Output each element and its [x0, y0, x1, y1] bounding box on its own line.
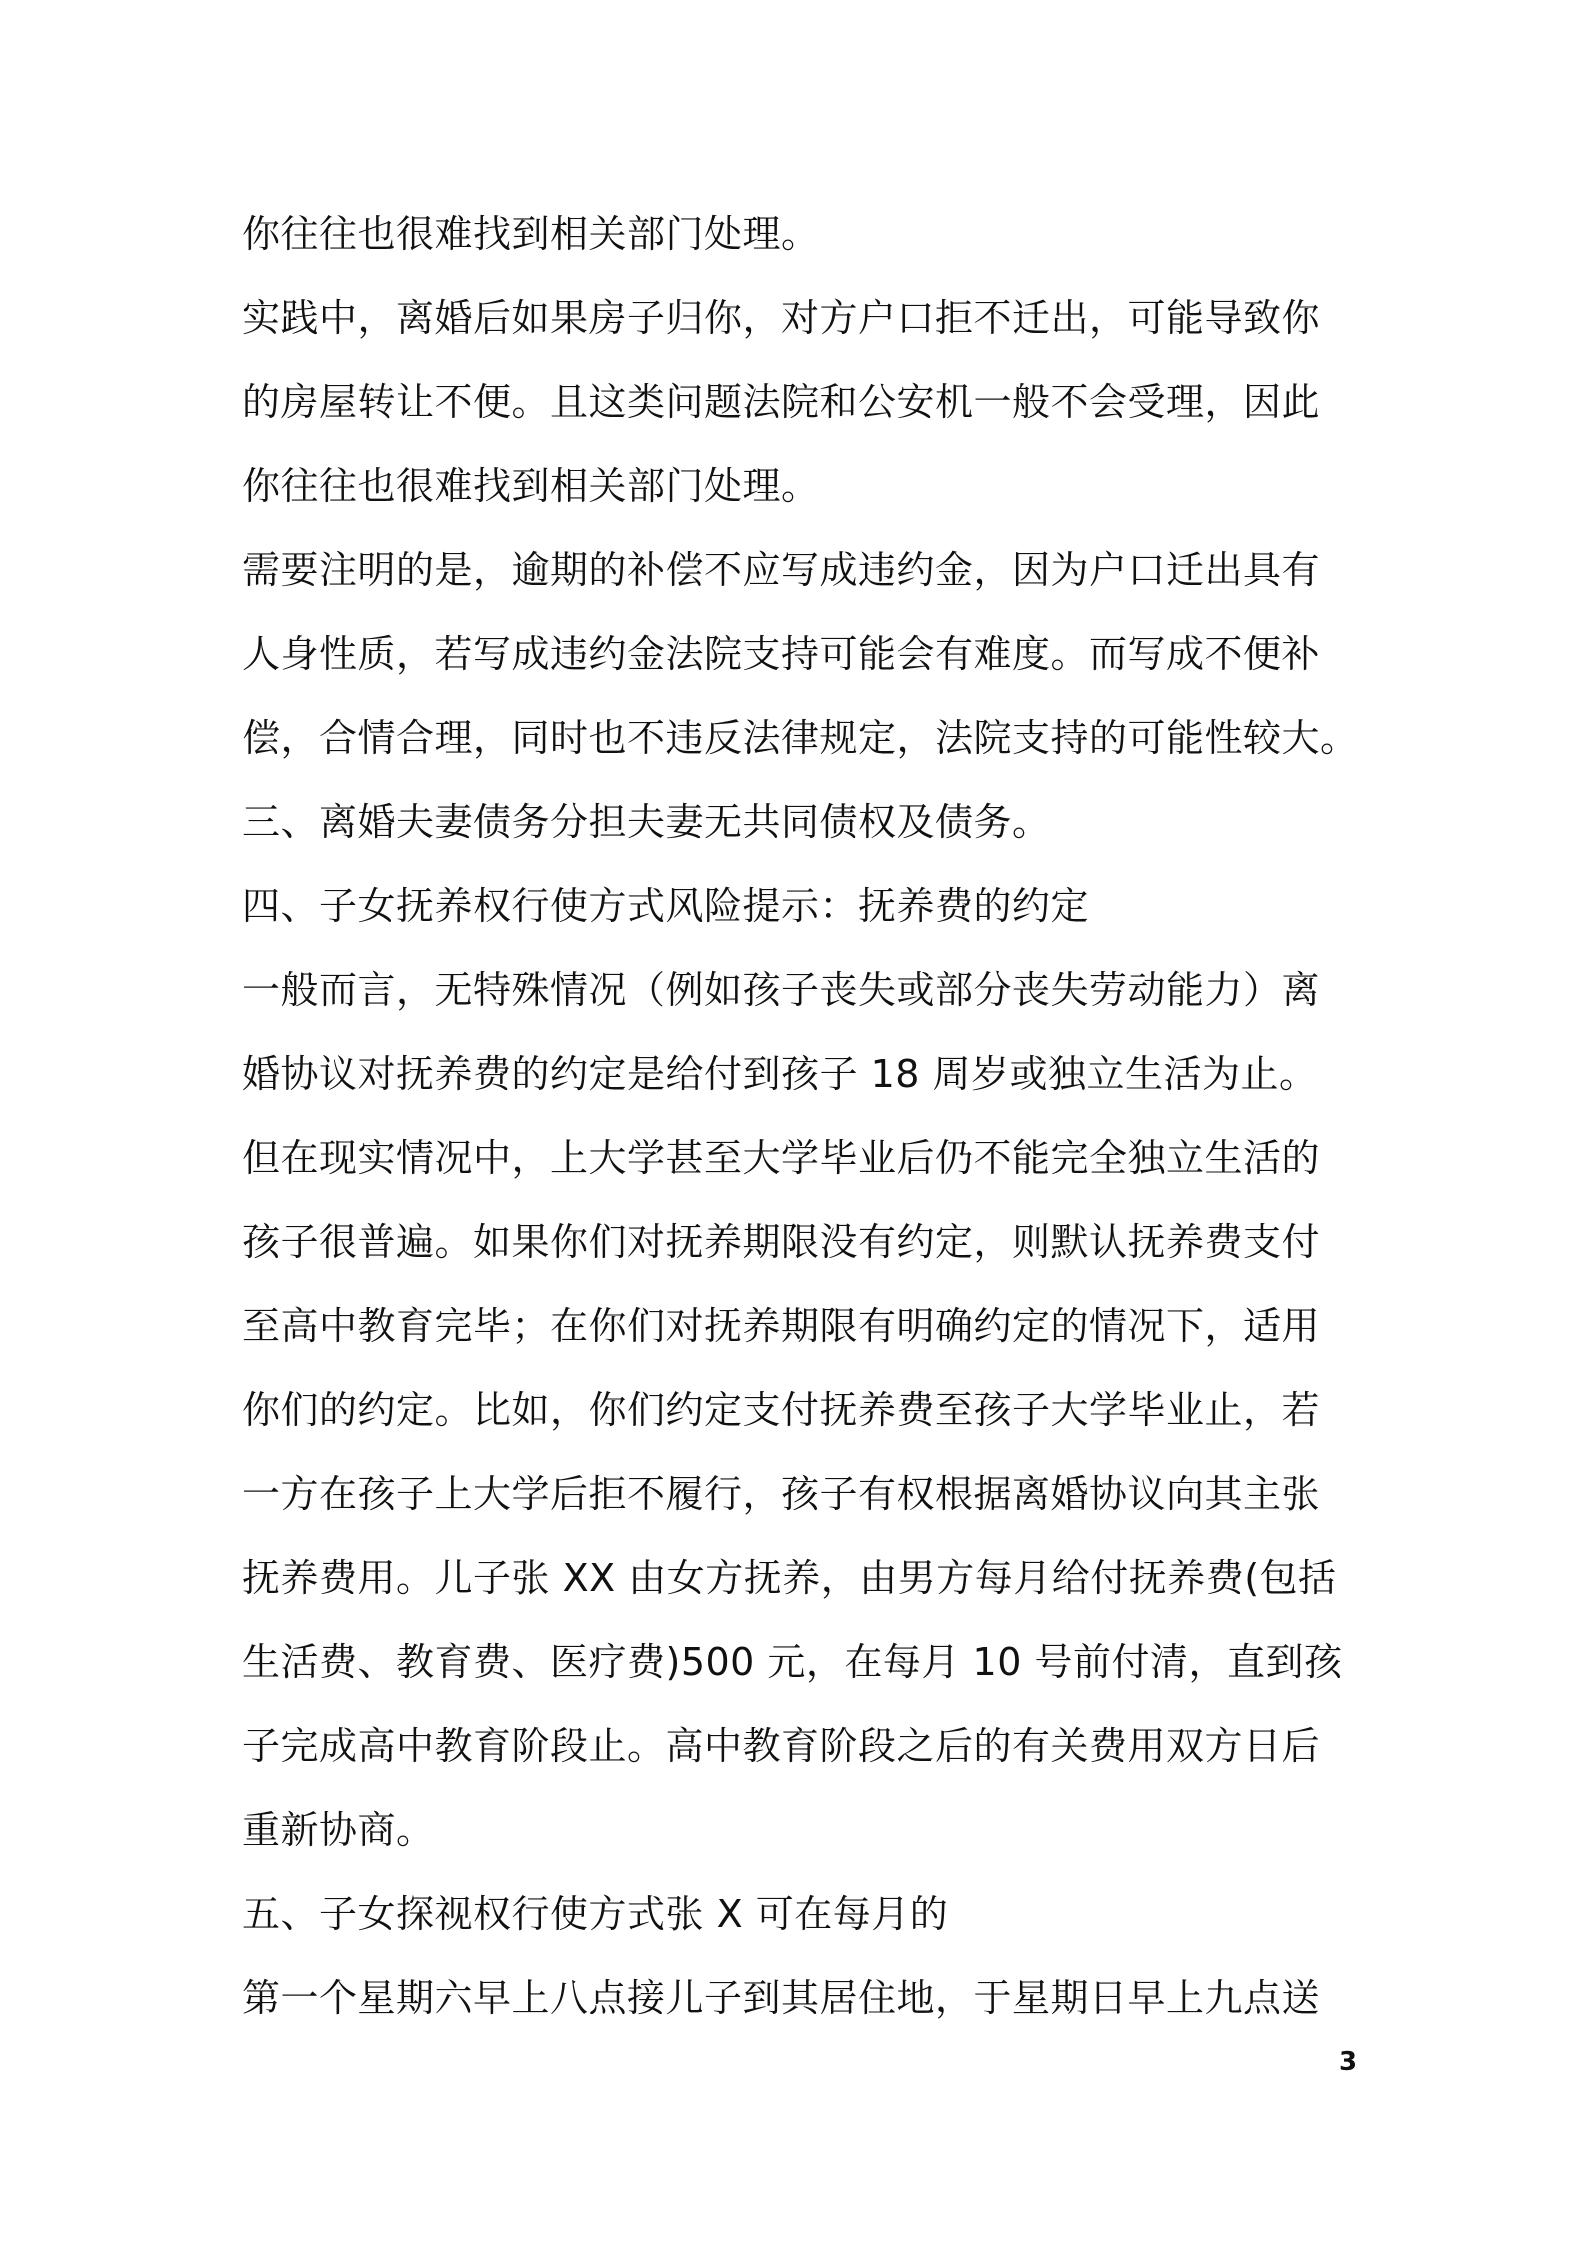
text-line: 你往往也很难找到相关部门处理。	[242, 464, 820, 508]
text-line: 人身性质，若写成违约金法院支持可能会有难度。而写成不便补	[242, 632, 1321, 676]
text-line: 需要注明的是，逾期的补偿不应写成违约金，因为户口迁出具有	[242, 548, 1321, 592]
section-heading-debts: 三、离婚夫妻债务分担夫妻无共同债权及债务。	[242, 800, 1051, 844]
text-line: 偿，合情合理，同时也不违反法律规定，法院支持的可能性较大。	[242, 716, 1359, 760]
text-line: 孩子很普遍。如果你们对抚养期限没有约定，则默认抚养费支付	[242, 1220, 1321, 1264]
text-line: 抚养费用。儿子张 XX 由女方抚养，由男方每月给付抚养费(包括	[242, 1556, 1337, 1600]
text-line: 生活费、教育费、医疗费)500 元，在每月 10 号前付清，直到孩	[242, 1640, 1343, 1684]
text-line: 一方在孩子上大学后拒不履行，孩子有权根据离婚协议向其主张	[242, 1472, 1321, 1516]
body-text	[242, 192, 1359, 2040]
section-heading-custody: 四、子女抚养权行使方式风险提示：抚养费的约定	[242, 884, 1090, 928]
text-line: 一般而言，无特殊情况（例如孩子丧失或部分丧失劳动能力）离	[242, 968, 1321, 1012]
text-line: 婚协议对抚养费的约定是给付到孩子 18 周岁或独立生活为止。	[242, 1052, 1318, 1096]
text-line: 第一个星期六早上八点接儿子到其居住地，于星期日早上九点送	[242, 1976, 1321, 2020]
text-line: 实践中，离婚后如果房子归你，对方户口拒不迁出，可能导致你	[242, 296, 1321, 340]
text-line: 至高中教育完毕；在你们对抚养期限有明确约定的情况下，适用	[242, 1304, 1321, 1348]
text-line: 你往往也很难找到相关部门处理。	[242, 212, 820, 256]
text-line: 子完成高中教育阶段止。高中教育阶段之后的有关费用双方日后	[242, 1724, 1321, 1768]
page-number: 3	[1338, 2047, 1358, 2077]
text-line: 你们的约定。比如，你们约定支付抚养费至孩子大学毕业止，若	[242, 1388, 1321, 1432]
text-line: 重新协商。	[242, 1808, 435, 1852]
text-line: 但在现实情况中，上大学甚至大学毕业后仍不能完全独立生活的	[242, 1136, 1321, 1180]
text-line: 的房屋转让不便。且这类问题法院和公安机一般不会受理，因此	[242, 380, 1321, 424]
section-heading-visitation: 五、子女探视权行使方式张 X 可在每月的	[242, 1892, 949, 1936]
